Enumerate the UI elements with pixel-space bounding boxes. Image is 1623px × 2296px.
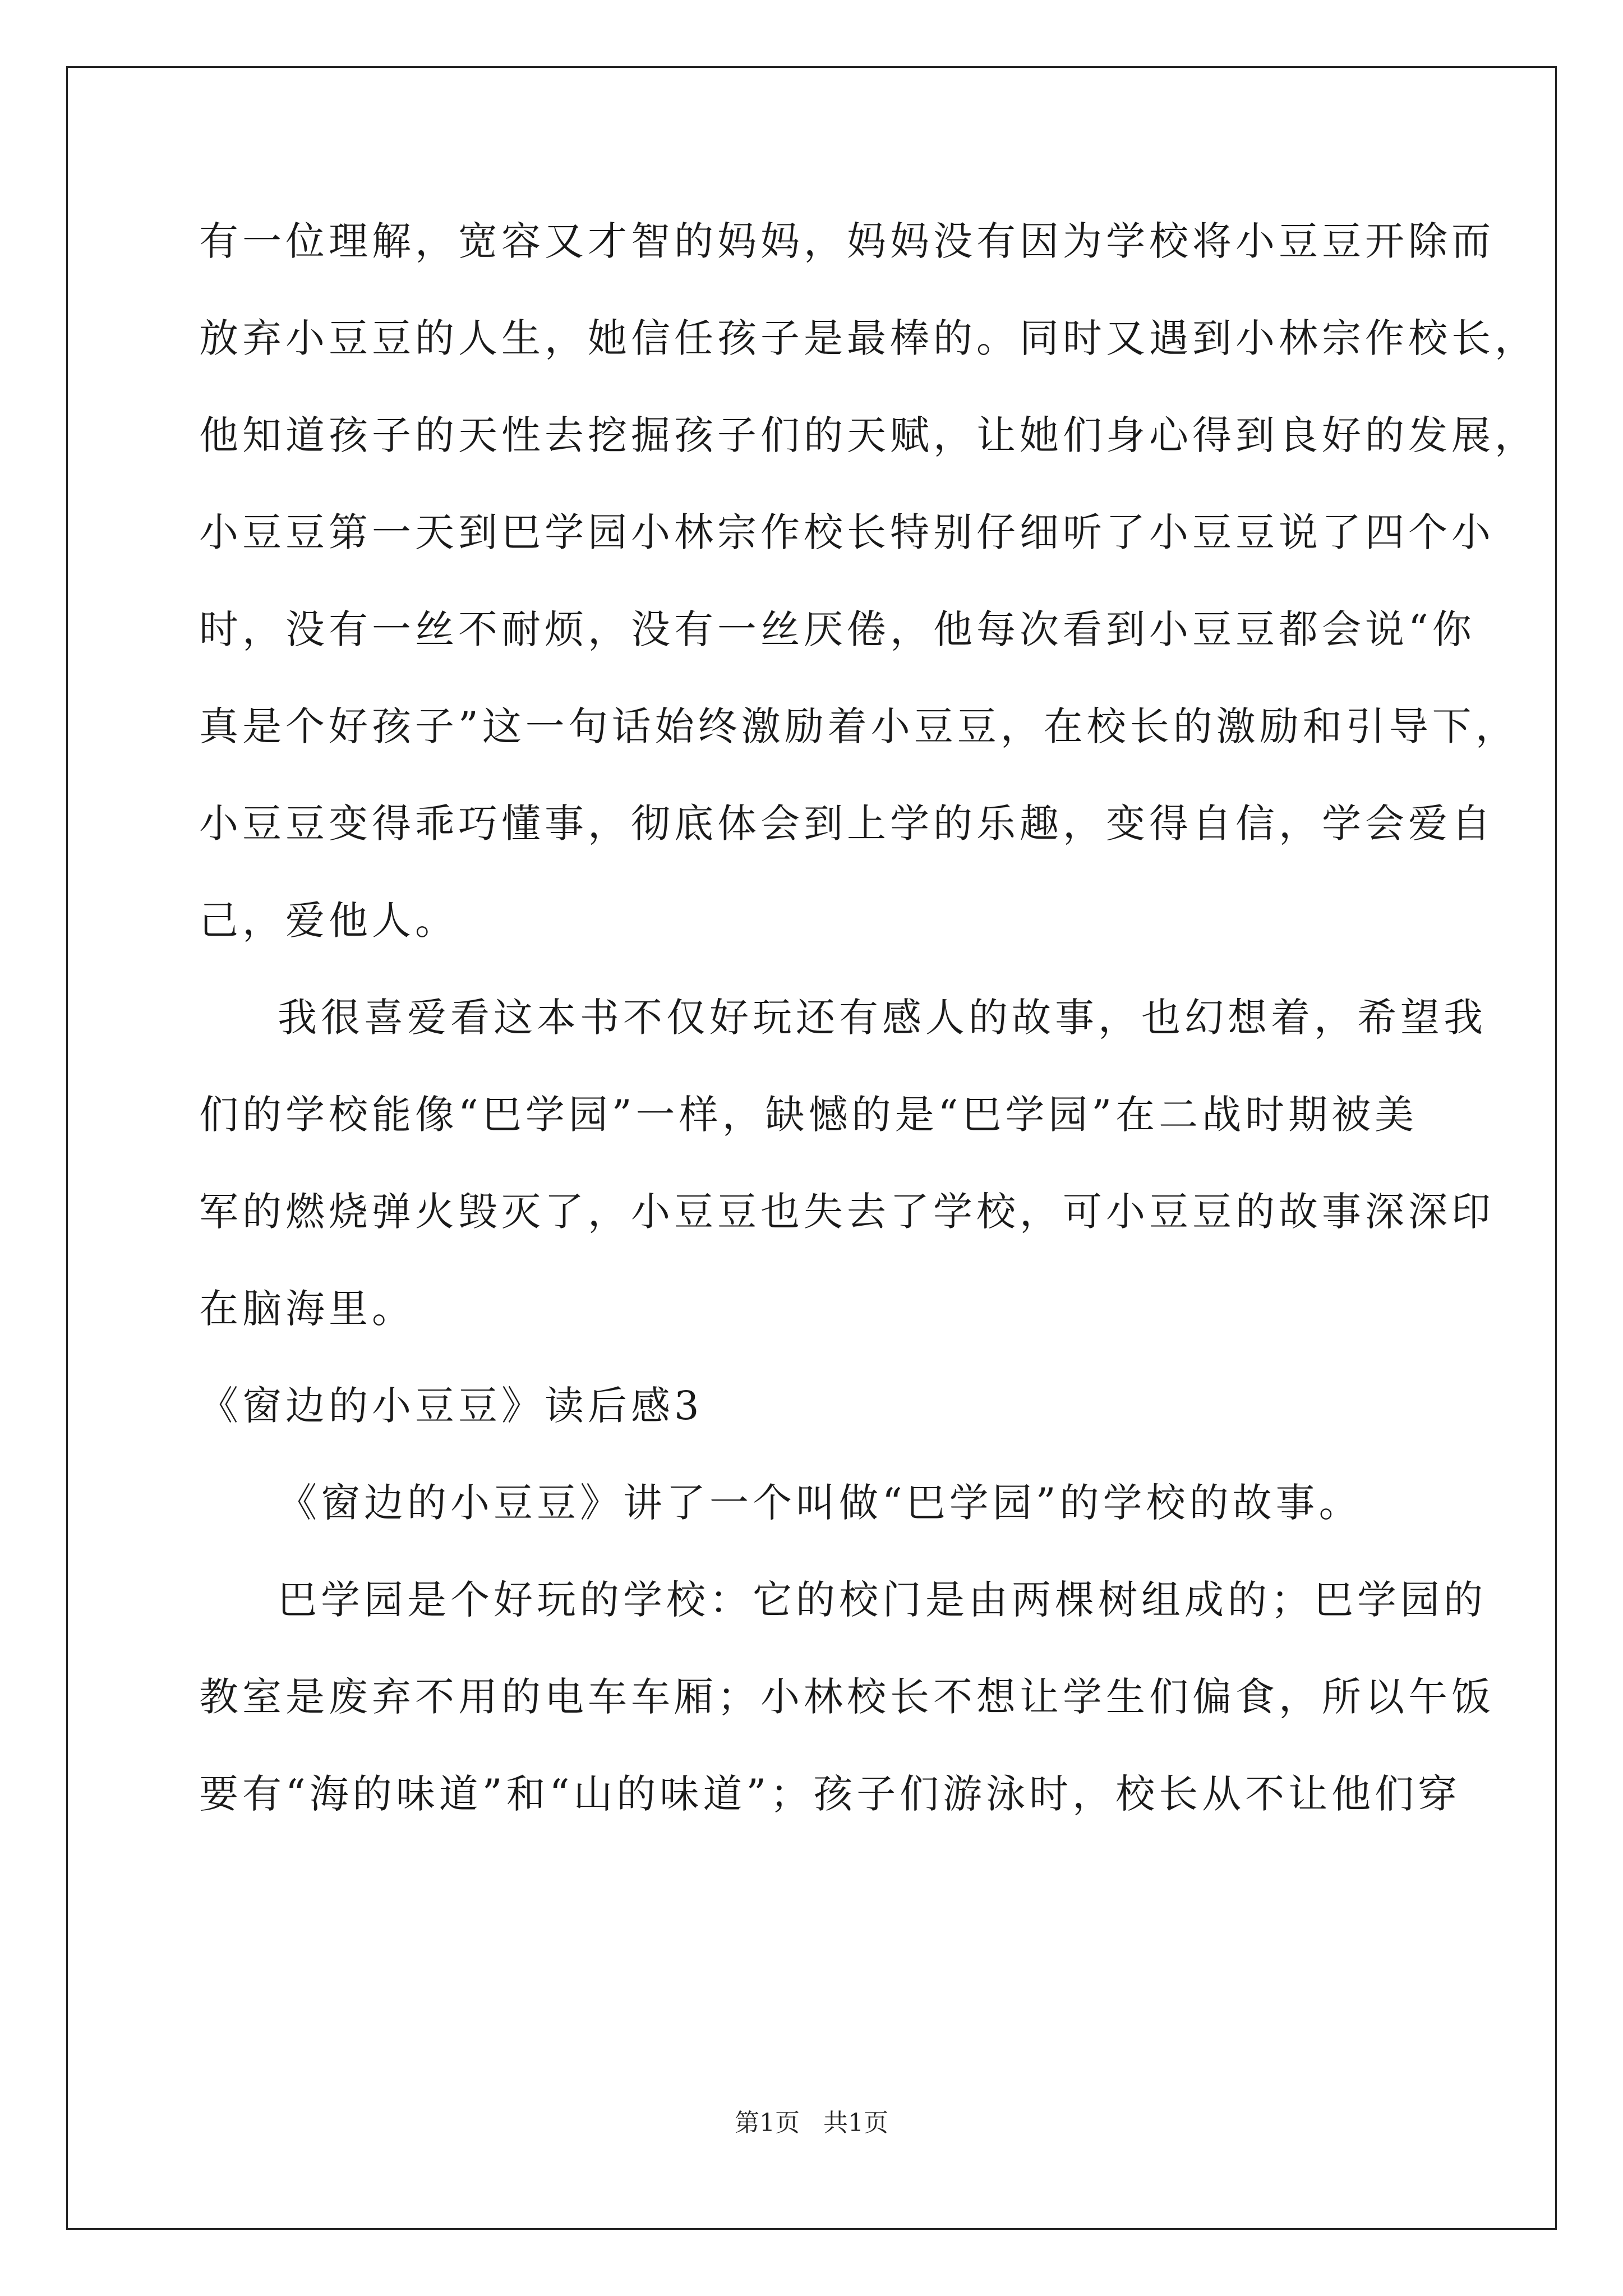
body-line: 真是个好孩子”这一句话始终激励着小豆豆，在校长的激励和引导下， — [199, 703, 1519, 749]
body-line: 们的学校能像“巴学园”一样，缺憾的是“巴学园”在二战时期被美 — [199, 1092, 1418, 1138]
section-heading: 《窗边的小豆豆》读后感3 — [199, 1383, 703, 1429]
body-line: 《窗边的小豆豆》讲了一个叫做“巴学园”的学校的故事。 — [278, 1480, 1362, 1526]
body-line: 小豆豆第一天到巴学园小林宗作校长特别仔细听了小豆豆说了四个小 — [199, 509, 1495, 555]
body-line: 他知道孩子的天性去挖掘孩子们的天赋，让她们身心得到良好的发展， — [199, 412, 1538, 458]
body-line: 巴学园是个好玩的学校：它的校门是由两棵树组成的；巴学园的 — [278, 1577, 1487, 1623]
body-line: 我很喜爱看这本书不仅好玩还有感人的故事，也幻想着，希望我 — [278, 995, 1487, 1041]
body-line: 有一位理解，宽容又才智的妈妈，妈妈没有因为学校将小豆豆开除而 — [199, 218, 1495, 264]
body-line: 在脑海里。 — [199, 1286, 415, 1332]
body-line: 军的燃烧弹火毁灭了，小豆豆也失去了学校，可小豆豆的故事深深印 — [199, 1189, 1495, 1235]
body-line: 时，没有一丝不耐烦，没有一丝厌倦，他每次看到小豆豆都会说“你 — [199, 606, 1476, 652]
body-line: 放弃小豆豆的人生，她信任孩子是最棒的。同时又遇到小林宗作校长， — [199, 315, 1538, 361]
page-border — [66, 66, 1557, 2230]
body-line: 小豆豆变得乖巧懂事，彻底体会到上学的乐趣，变得自信，学会爱自 — [199, 800, 1495, 846]
page-number-footer: 第1页 共1页 — [735, 2109, 888, 2137]
body-line: 要有“海的味道”和“山的味道”；孩子们游泳时，校长从不让他们穿 — [199, 1771, 1461, 1817]
body-line: 己，爱他人。 — [199, 898, 458, 944]
body-line: 教室是废弃不用的电车车厢；小林校长不想让学生们偏食，所以午饭 — [199, 1674, 1495, 1720]
